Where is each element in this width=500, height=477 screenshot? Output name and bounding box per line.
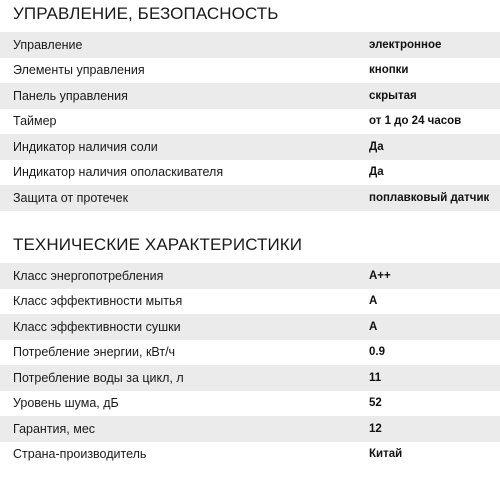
spec-value: Китай [369, 448, 403, 461]
spec-value: поплавковый датчик [369, 191, 490, 204]
spec-value: электронное [369, 38, 442, 51]
spec-name: Панель управления [13, 88, 128, 103]
spec-name: Таймер [13, 114, 57, 129]
spec-value: A++ [369, 269, 391, 282]
spec-value: скрытая [369, 89, 417, 102]
table-row [0, 391, 500, 417]
spec-name: Уровень шума, дБ [13, 396, 119, 411]
spec-value: 0.9 [369, 346, 385, 359]
spec-name: Индикатор наличия соли [13, 139, 158, 154]
spec-name: Гарантия, мес [13, 421, 96, 436]
spec-table [0, 263, 500, 467]
spec-name: Класс эффективности мытья [13, 294, 183, 309]
table-row [0, 314, 500, 340]
table-row [0, 83, 500, 109]
control-safety-section [0, 0, 500, 211]
spec-name: Потребление энергии, кВт/ч [13, 345, 176, 360]
table-row [0, 442, 500, 468]
section-title: ТЕХНИЧЕСКИЕ ХАРАКТЕРИСТИКИ [13, 235, 303, 254]
table-row [0, 365, 500, 391]
table-row [0, 289, 500, 315]
table-row [0, 416, 500, 442]
spec-value: A [369, 295, 378, 308]
spec-name: Класс эффективности сушки [13, 319, 181, 334]
spec-value: от 1 до 24 часов [369, 115, 462, 128]
table-row [0, 340, 500, 366]
spec-value: 12 [369, 422, 382, 435]
spec-value: A [369, 320, 378, 333]
spec-name: Индикатор наличия ополаскивателя [13, 165, 224, 180]
table-row [0, 32, 500, 58]
table-row [0, 134, 500, 160]
table-row [0, 185, 500, 211]
technical-specs-section [0, 231, 500, 467]
spec-name: Класс энергопотребления [13, 268, 164, 283]
spec-value: 52 [369, 397, 382, 410]
spec-name: Страна-производитель [13, 447, 147, 462]
spec-value: кнопки [369, 64, 409, 77]
table-row [0, 109, 500, 135]
spec-name: Элементы управления [13, 63, 145, 78]
spec-name: Управление [13, 37, 83, 52]
table-row [0, 160, 500, 186]
spec-name: Потребление воды за цикл, л [13, 370, 184, 385]
spec-name: Защита от протечек [13, 190, 129, 205]
spec-value: Да [369, 140, 384, 153]
section-title: УПРАВЛЕНИЕ, БЕЗОПАСНОСТЬ [13, 4, 279, 23]
table-row [0, 58, 500, 84]
table-row [0, 263, 500, 289]
spec-table [0, 32, 500, 211]
spec-value: Да [369, 166, 384, 179]
spec-value: 11 [369, 371, 382, 384]
